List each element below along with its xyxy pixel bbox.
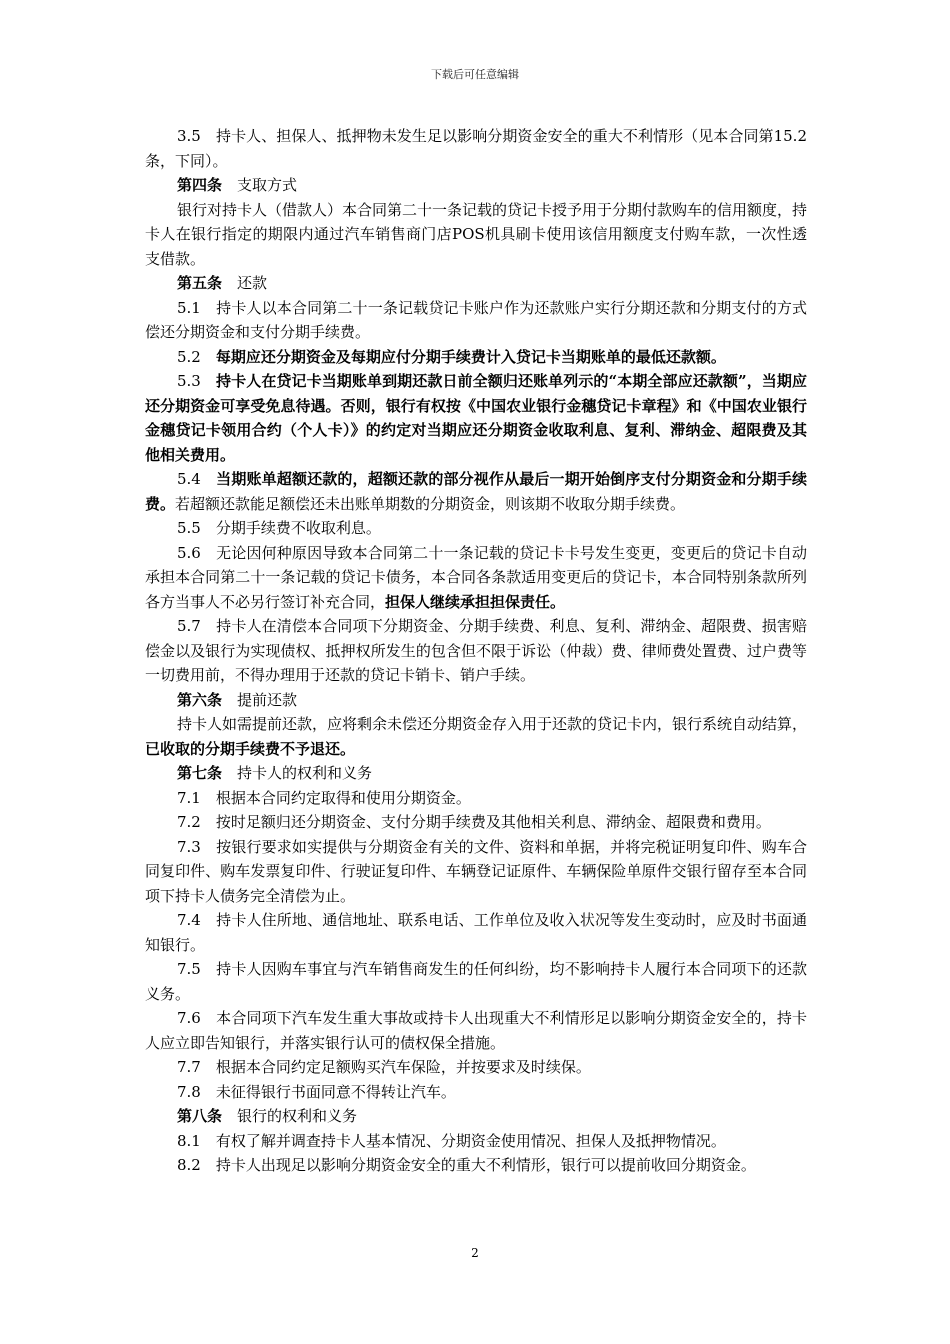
article-heading [145, 1104, 807, 1129]
clause-text-bold: 每期应还分期资金及每期应付分期手续费计入贷记卡当期账单的最低还款额。 [215, 347, 726, 366]
clause-text: 5.6 无论因何种原因导致本合同第二十一条记载的贷记卡卡号发生变更，变更后的贷记卡自动承担本合同第二十一条记载的贷记卡债务，本合同各条款适用变更后的贷记卡，本合同特别条款所列各方当事人不必另行签订补充合同， [145, 543, 807, 611]
clause-paragraph [145, 712, 807, 761]
article-title: 提前还款 [222, 690, 298, 709]
clause-paragraph [145, 467, 807, 516]
article-heading [145, 173, 807, 198]
clause-text: 8.2 持卡人出现足以影响分期资金安全的重大不利情形，银行可以提前收回分期资金。 [177, 1156, 756, 1174]
article-number: 第七条 [177, 764, 223, 782]
page-number: 2 [471, 1246, 479, 1260]
clause-text-bold: 持卡人在贷记卡当期账单到期还款日前全额归还账单列示的“本期全部应还款额”，当期应还分期资金可享受免息待遇。否则，银行有权按《中国农业银行金穗贷记卡章程》和《中国农业银行金穗贷记卡领用合约（个人卡）》的约定对当期应还分期资金收取利息、复利、滞纳金、超限费及其他相关费用。 [145, 372, 807, 464]
article-number: 第八条 [177, 1107, 223, 1125]
clause-text: 7.1 根据本合同约定取得和使用分期资金。 [177, 788, 471, 807]
clause-text: 7.6 本合同项下汽车发生重大事故或持卡人出现重大不利情形足以影响分期资金安全的，持卡人应立即告知银行，并落实银行认可的债权保全措施。 [145, 1009, 807, 1052]
article-heading [145, 761, 807, 786]
clause-text: 5.1 持卡人以本合同第二十一条记载贷记卡账户作为还款账户实行分期还款和分期支付的方式偿还分期资金和支付分期手续费。 [145, 298, 807, 341]
clause-text: 5.3 [177, 372, 217, 390]
clause-text-bold: 担保人继续承担担保责任。 [385, 592, 566, 611]
clause-paragraph [145, 957, 807, 1006]
clause-text: 银行对持卡人（借款人）本合同第二十一条记载的贷记卡授予用于分期付款购车的信用额度，持卡人在银行指定的期限内通过汽车销售商门店POS机具刷卡使用该信用额度支付购车款，一次性透支借款。 [145, 200, 808, 268]
page-header: 下载后可任意编辑 [431, 68, 519, 81]
clause-text: 7.5 持卡人因购车事宜与汽车销售商发生的任何纠纷，均不影响持卡人履行本合同项下的还款义务。 [145, 960, 807, 1003]
clause-paragraph [145, 369, 807, 467]
clause-paragraph [145, 1129, 807, 1154]
article-title: 支取方式 [222, 176, 298, 194]
article-heading [145, 271, 807, 296]
article-title: 还款 [222, 274, 268, 292]
clause-paragraph [145, 124, 807, 173]
clause-paragraph [145, 614, 807, 688]
clause-paragraph [145, 198, 807, 272]
clause-text: 7.3 按银行要求如实提供与分期资金有关的文件、资料和单据，并将完税证明复印件、购车合同复印件、购车发票复印件、行驶证复印件、车辆登记证原件、车辆保险单原件交银行留存至本合同项下持卡人债务完全清偿为止。 [145, 837, 807, 905]
clause-text: 7.4 持卡人住所地、通信地址、联系电话、工作单位及收入状况等发生变动时，应及时书面通知银行。 [145, 911, 807, 954]
clause-text: 7.7 根据本合同约定足额购买汽车保险，并按要求及时续保。 [177, 1058, 591, 1076]
clause-text: 5.7 持卡人在清偿本合同项下分期资金、分期手续费、利息、复利、滞纳金、超限费、损害赔偿金以及银行为实现债权、抵押权所发生的包含但不限于诉讼（仲裁）费、律师费处置费、过户费等一切费用前，不得办理用于还款的贷记卡销卡、销户手续。 [145, 617, 807, 684]
clause-paragraph [145, 1055, 807, 1080]
article-number: 第五条 [177, 274, 223, 292]
clause-text: 5.2 [177, 347, 216, 366]
clause-paragraph [145, 1006, 807, 1055]
clause-text-bold: 已收取的分期手续费不予退还。 [145, 739, 356, 758]
clause-text: 7.8 未征得银行书面同意不得转让汽车。 [177, 1082, 456, 1101]
clause-text: 若超额还款能足额偿还未出账单期数的分期资金，则该期不收取分期手续费。 [175, 494, 686, 513]
clause-paragraph [145, 516, 807, 541]
clause-paragraph [145, 345, 807, 370]
clause-text: 5.5 分期手续费不收取利息。 [177, 519, 381, 537]
clause-paragraph [145, 1080, 807, 1105]
clause-text-bold: 当期账单超额还款的，超额还款的部分视作从最后一期开始倒序支付分期资金和分期手续费。 [145, 470, 807, 513]
article-heading [145, 688, 807, 713]
article-number: 第六条 [177, 690, 223, 709]
document-body [145, 124, 807, 1178]
clause-paragraph [145, 296, 807, 345]
clause-paragraph [145, 810, 807, 835]
clause-text: 5.4 [177, 470, 217, 488]
clause-paragraph [145, 835, 807, 909]
clause-text: 8.1 有权了解并调查持卡人基本情况、分期资金使用情况、担保人及抵押物情况。 [177, 1131, 726, 1150]
clause-paragraph [145, 541, 807, 615]
article-title: 银行的权利和义务 [222, 1107, 358, 1125]
clause-text: 持卡人如需提前还款，应将剩余未偿还分期资金存入用于还款的贷记卡内，银行系统自动结算， [177, 715, 808, 733]
clause-text: 7.2 按时足额归还分期资金、支付分期手续费及其他相关利息、滞纳金、超限费和费用。 [177, 813, 771, 831]
clause-text: 3.5 持卡人、担保人、抵押物未发生足以影响分期资金安全的重大不利情形（见本合同第15.2条，下同）。 [145, 127, 807, 170]
article-title: 持卡人的权利和义务 [222, 764, 373, 782]
article-number: 第四条 [177, 176, 223, 194]
clause-paragraph [145, 1153, 807, 1178]
clause-paragraph [145, 908, 807, 957]
clause-paragraph [145, 786, 807, 811]
